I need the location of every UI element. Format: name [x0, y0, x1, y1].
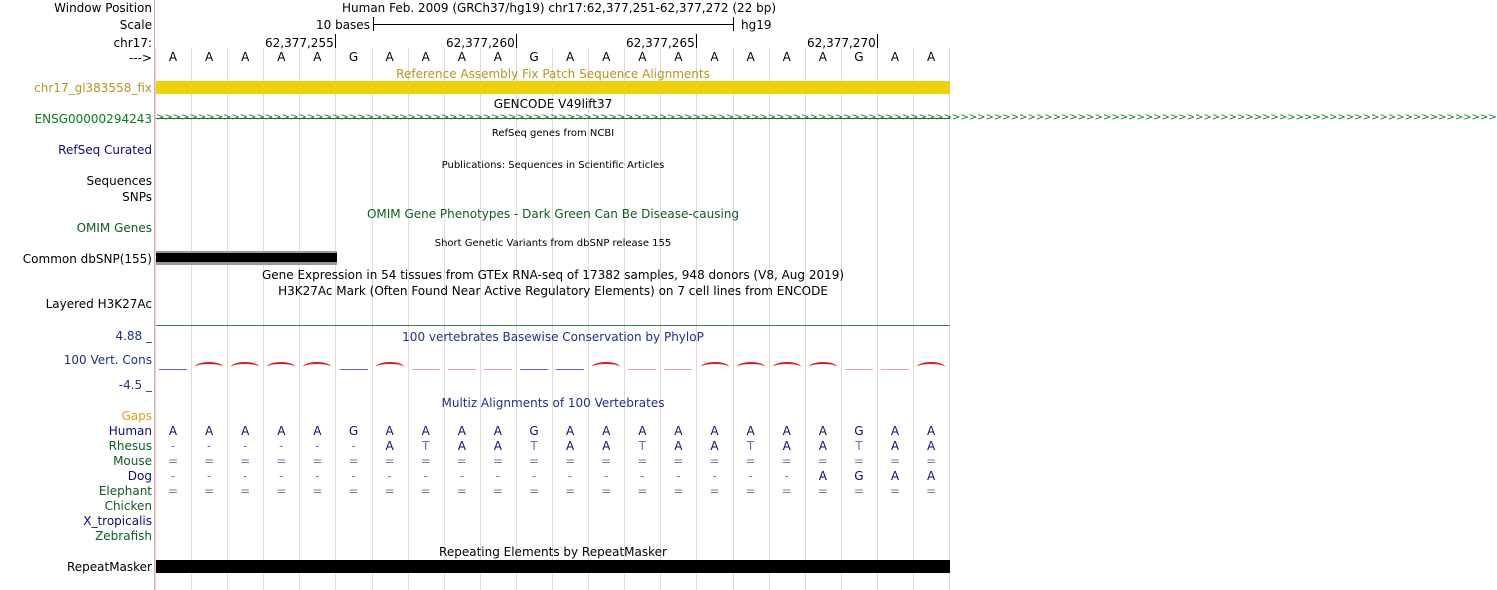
phylop-conserved-peak [303, 362, 331, 372]
multiz-aligned-base: - [640, 469, 645, 483]
multiz-aligned-base: - [495, 469, 501, 483]
reference-base: A [638, 50, 647, 64]
multiz-aligned-base: = [240, 484, 251, 498]
phylop-conserved-peak [267, 362, 295, 372]
reference-base: A [674, 50, 683, 64]
multiz-aligned-base: A [565, 424, 575, 438]
multiz-aligned-base: = [456, 484, 467, 498]
multiz-aligned-base: = [781, 484, 792, 498]
phylop-min-label: -4.5 _ [118, 378, 152, 392]
multiz-aligned-base: - [170, 469, 176, 483]
multiz-aligned-base: A [674, 439, 683, 453]
multiz-aligned-base: - [315, 439, 320, 453]
multiz-species-label[interactable]: Zebrafish [95, 529, 152, 543]
multiz-aligned-base: = [348, 484, 359, 498]
multiz-aligned-base: = [817, 484, 828, 498]
reference-base: A [710, 50, 719, 64]
multiz-aligned-base: - [748, 469, 753, 483]
multiz-aligned-base: - [315, 469, 320, 483]
window-position-value[interactable]: Human Feb. 2009 (GRCh37/hg19) chr17:62,377,251-62,377,272 (22 bp) [342, 1, 777, 15]
repeatmasker-track-title: Repeating Elements by RepeatMasker [439, 545, 667, 559]
phylop-track-label[interactable]: 100 Vert. Cons [63, 353, 152, 367]
multiz-aligned-base: = [384, 484, 395, 498]
phylop-baseline-segment [448, 369, 476, 370]
multiz-aligned-base: A [493, 424, 502, 438]
multiz-aligned-base: G [854, 469, 864, 483]
multiz-aligned-base: A [818, 424, 827, 438]
strand-arrow-label: ---> [128, 51, 152, 65]
reference-base: A [385, 50, 394, 64]
phylop-conserved-peak [737, 362, 765, 372]
phylop-conserved-peak [701, 362, 729, 372]
multiz-species-label[interactable]: Elephant [98, 484, 152, 498]
multiz-aligned-base: = [601, 454, 612, 468]
window-position-label: Window Position [54, 1, 152, 15]
phylop-conserved-peak [592, 362, 620, 372]
phylop-baseline-segment [881, 369, 909, 370]
position-tick-mark [877, 34, 878, 48]
multiz-aligned-base: A [818, 469, 827, 483]
multiz-aligned-base: = [926, 484, 937, 498]
multiz-aligned-base: = [492, 454, 503, 468]
multiz-aligned-base: A [746, 424, 755, 438]
multiz-aligned-base: = [420, 484, 431, 498]
reference-base: A [421, 50, 430, 64]
multiz-species-label[interactable]: X_tropicalis [83, 514, 152, 528]
refseq-track-title: RefSeq genes from NCBI [491, 128, 615, 139]
multiz-aligned-base: = [420, 454, 431, 468]
multiz-aligned-base: - [206, 469, 212, 483]
multiz-aligned-base: - [387, 469, 392, 483]
multiz-species-label[interactable]: Mouse [113, 454, 152, 468]
multiz-aligned-base: A [638, 424, 647, 438]
position-tick-label: 62,377,260 [446, 36, 515, 50]
multiz-aligned-base: - [279, 439, 284, 453]
multiz-aligned-base: = [637, 454, 648, 468]
multiz-aligned-base: - [784, 469, 789, 483]
multiz-aligned-base: = [709, 484, 720, 498]
multiz-aligned-base: - [423, 469, 428, 483]
phylop-baseline-segment [556, 369, 584, 370]
multiz-aligned-base: = [204, 484, 215, 498]
multiz-aligned-base: A [168, 424, 178, 438]
phylop-baseline-segment [412, 369, 440, 370]
reference-base: A [782, 50, 791, 64]
phylop-conserved-peak [809, 362, 837, 372]
reference-base: G [854, 50, 864, 64]
dbsnp-track-title: Short Genetic Variants from dbSNP release 155 [434, 238, 672, 249]
multiz-aligned-base: = [276, 454, 287, 468]
gencode-strand-arrows: >>>>>>>>>>>>>>>>>>>>>>>>>>>>>>>>>>>>>>>>>>>>>>>>>>>>>>>>>>>>>>>>>>>>>>>>>>>>>>>>>>>>>>>>>>>>>>>>>>>>>>>>>>>>>>>>>>>>>>>>>>>>>>>>>>>>>>>>>>>>>>>>>>>>>>>>>>>>>>>> [156, 112, 1497, 123]
multiz-aligned-base: = [673, 484, 684, 498]
reference-base: A [565, 50, 575, 64]
position-tick-label: 62,377,265 [626, 36, 695, 50]
reference-base: A [277, 50, 286, 64]
multiz-species-label[interactable]: Chicken [104, 499, 152, 513]
multiz-aligned-base: = [601, 484, 612, 498]
phylop-conserved-peak [376, 362, 404, 372]
reference-base: G [348, 50, 359, 64]
position-tick-label: 62,377,255 [265, 36, 334, 50]
reference-base: A [890, 50, 900, 64]
multiz-gaps-label[interactable]: Gaps [121, 409, 152, 423]
multiz-aligned-base: = [528, 484, 540, 498]
multiz-aligned-base: - [243, 469, 248, 483]
multiz-aligned-base: = [167, 454, 179, 468]
scale-bar-left-cap [373, 17, 374, 31]
multiz-aligned-base: A [457, 424, 466, 438]
phylop-conserved-peak [231, 362, 259, 372]
multiz-aligned-base: = [673, 454, 684, 468]
h3k27ac-label[interactable]: Layered H3K27Ac [45, 297, 152, 311]
multiz-aligned-base: = [456, 454, 467, 468]
position-tick-mark [335, 34, 336, 48]
publications-track-title: Publications: Sequences in Scientific Articles [441, 160, 665, 171]
phylop-conserved-peak [773, 362, 801, 372]
scale-bar [373, 24, 733, 25]
dbsnp-label[interactable]: Common dbSNP(155) [22, 252, 152, 266]
position-tick-mark [516, 34, 517, 48]
reference-base: A [168, 50, 178, 64]
refseq-curated-label[interactable]: RefSeq Curated [58, 143, 152, 157]
gencode-track-title: GENCODE V49lift37 [493, 97, 613, 111]
scale-label: Scale [119, 18, 152, 32]
repeatmasker-label[interactable]: RepeatMasker [66, 560, 152, 574]
gtex-track-title: Gene Expression in 54 tissues from GTEx RNA-seq of 17382 samples, 948 donors (V8, Aug 2019) [261, 268, 845, 282]
reference-base: A [204, 50, 214, 64]
multiz-aligned-base: = [889, 484, 901, 498]
multiz-aligned-base: A [602, 439, 611, 453]
multiz-aligned-base: - [531, 469, 537, 483]
omim-genes-label[interactable]: OMIM Genes [76, 221, 152, 235]
multiz-aligned-base: = [709, 454, 720, 468]
reference-base: A [241, 50, 250, 64]
multiz-aligned-base: A [926, 439, 936, 453]
phylop-conserved-peak [917, 362, 945, 372]
multiz-aligned-base: A [313, 424, 322, 438]
multiz-aligned-base: = [492, 484, 503, 498]
reference-base: A [818, 50, 827, 64]
multiz-aligned-base: A [710, 424, 719, 438]
assembly-label: hg19 [741, 18, 772, 32]
multiz-aligned-base: A [782, 439, 791, 453]
multiz-track-title: Multiz Alignments of 100 Vertebrates [441, 396, 665, 410]
multiz-aligned-base: A [493, 439, 502, 453]
scale-text: 10 bases [316, 18, 370, 32]
multiz-aligned-base: A [926, 424, 936, 438]
phylop-baseline-segment [484, 369, 512, 370]
multiz-aligned-base: A [385, 424, 394, 438]
multiz-aligned-base: - [567, 469, 573, 483]
phylop-conserved-peak [195, 362, 223, 372]
reference-base: A [926, 50, 936, 64]
multiz-aligned-base: = [853, 484, 864, 498]
multiz-aligned-base: = [204, 454, 215, 468]
fix-patch-alignment-bar[interactable] [156, 81, 950, 94]
multiz-aligned-base: T [422, 439, 430, 453]
multiz-aligned-base: A [241, 424, 250, 438]
multiz-aligned-base: - [279, 469, 284, 483]
multiz-aligned-base: - [676, 469, 681, 483]
phylop-baseline-segment [845, 369, 873, 370]
multiz-aligned-base: = [889, 454, 901, 468]
reference-base: A [746, 50, 755, 64]
phylop-baseline-segment [340, 369, 368, 370]
multiz-aligned-base: A [457, 439, 466, 453]
phylop-max-label: 4.88 _ [115, 329, 152, 343]
multiz-aligned-base: = [745, 484, 756, 498]
scale-bar-right-cap [733, 17, 734, 31]
multiz-aligned-base: = [853, 454, 864, 468]
phylop-baseline-segment [628, 369, 656, 370]
multiz-aligned-base: - [351, 439, 356, 453]
multiz-species-label[interactable]: Human [108, 424, 152, 438]
multiz-aligned-base: G [854, 424, 864, 438]
multiz-aligned-base: = [167, 484, 179, 498]
chrom-label: chr17: [113, 36, 152, 50]
multiz-aligned-base: G [529, 424, 539, 438]
multiz-aligned-base: G [348, 424, 359, 438]
gencode-gene-label[interactable]: ENSG00000294243 [34, 112, 152, 126]
multiz-aligned-base: = [240, 454, 251, 468]
multiz-aligned-base: A [890, 439, 900, 453]
phylop-baseline-segment [664, 369, 692, 370]
multiz-aligned-base: A [782, 424, 791, 438]
multiz-aligned-base: = [565, 484, 576, 498]
multiz-aligned-base: = [781, 454, 792, 468]
multiz-aligned-base: - [712, 469, 717, 483]
multiz-aligned-base: = [926, 454, 937, 468]
fix-patch-label[interactable]: chr17_gl383558_fix [34, 81, 152, 95]
multiz-aligned-base: = [528, 454, 540, 468]
multiz-aligned-base: T [530, 439, 538, 453]
multiz-aligned-base: A [204, 424, 214, 438]
multiz-aligned-base: = [384, 454, 395, 468]
h3k27ac-track-title: H3K27Ac Mark (Often Found Near Active Regulatory Elements) on 7 cell lines from ENCODE [278, 284, 828, 298]
reference-base: A [493, 50, 502, 64]
multiz-aligned-base: A [277, 424, 286, 438]
multiz-aligned-base: A [926, 469, 936, 483]
multiz-aligned-base: = [637, 484, 648, 498]
omim-track-title: OMIM Gene Phenotypes - Dark Green Can Be Disease-causing [366, 207, 740, 221]
position-tick-mark [696, 34, 697, 48]
multiz-aligned-base: A [890, 469, 900, 483]
multiz-aligned-base: T [638, 439, 646, 453]
phylop-conservation-plot[interactable] [156, 358, 950, 382]
multiz-aligned-base: = [276, 484, 287, 498]
h3k27ac-baseline [156, 325, 950, 326]
multiz-aligned-base: - [351, 469, 356, 483]
multiz-aligned-base: T [855, 439, 863, 453]
multiz-aligned-base: - [459, 469, 464, 483]
multiz-aligned-base: = [745, 454, 756, 468]
publications-sequences-label[interactable]: Sequences [86, 174, 152, 188]
reference-base: A [602, 50, 611, 64]
multiz-aligned-base: = [312, 484, 323, 498]
dbsnp-variant-bar[interactable] [156, 253, 337, 262]
multiz-aligned-base: A [421, 424, 430, 438]
multiz-aligned-base: A [674, 424, 683, 438]
multiz-aligned-base: T [746, 439, 755, 453]
multiz-aligned-base: = [312, 454, 323, 468]
multiz-aligned-base: - [206, 439, 212, 453]
multiz-aligned-base: A [818, 439, 827, 453]
multiz-aligned-base: = [565, 454, 576, 468]
phylop-baseline-segment [520, 369, 548, 370]
multiz-aligned-base: = [817, 454, 828, 468]
reference-base: A [457, 50, 466, 64]
multiz-aligned-base: - [243, 439, 248, 453]
multiz-aligned-base: A [565, 439, 575, 453]
multiz-aligned-base: A [890, 424, 900, 438]
reference-base: G [529, 50, 539, 64]
multiz-species-label[interactable]: Rhesus [108, 439, 152, 453]
multiz-aligned-base: A [602, 424, 611, 438]
multiz-aligned-base: - [604, 469, 609, 483]
multiz-aligned-base: - [170, 439, 176, 453]
position-tick-label: 62,377,270 [807, 36, 876, 50]
reference-base: A [313, 50, 322, 64]
repeatmasker-element-bar[interactable] [156, 560, 950, 573]
multiz-aligned-base: A [385, 439, 394, 453]
phylop-baseline-segment [159, 369, 187, 370]
multiz-species-label[interactable]: Dog [127, 469, 152, 483]
phylop-track-title: 100 vertebrates Basewise Conservation by PhyloP [402, 330, 704, 344]
fix-patch-track-title: Reference Assembly Fix Patch Sequence Alignments [396, 67, 710, 81]
multiz-aligned-base: A [710, 439, 719, 453]
snps-label[interactable]: SNPs [122, 190, 152, 204]
multiz-aligned-base: = [348, 454, 359, 468]
